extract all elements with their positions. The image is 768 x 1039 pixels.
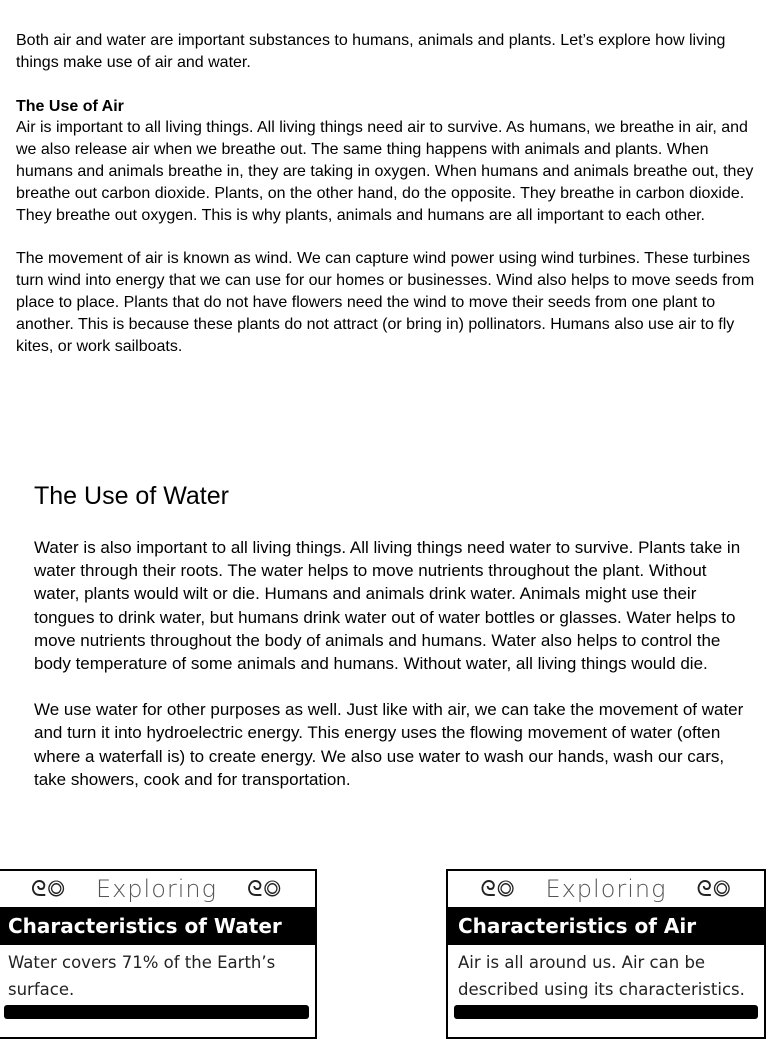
air-characteristics-card (446, 869, 766, 1039)
swirl-icon: ᘓ◎ (480, 876, 516, 902)
card-cutoff-banner (4, 1005, 309, 1019)
water-paragraph-2: We use water for other purposes as well. Just like with air, we can take the movement of water and turn it into hydroelectric energy. This energy uses the flowing movement of water (often where a waterfall is) to create energy. We also use water to wash our hands, wash our cars, take showers, cook and for transportation. (34, 700, 744, 789)
water-section (34, 478, 754, 791)
water-heading: The Use of Water (34, 482, 229, 510)
card-top (0, 871, 315, 907)
swirl-icon: ᘓ◎ (30, 876, 66, 902)
card-title: Characteristics of Air (448, 907, 764, 945)
card-description: Water covers 71% of the Earth’s surface. (8, 953, 276, 999)
swirl-icon: ᘓ◎ (247, 876, 283, 902)
air-paragraph-1: Air is important to all living things. All living things need air to survive. As humans, we breathe in air, and we also release air when we breathe out. The same thing happens with animals and plants. When humans and animals breathe in, they are taking in oxygen. When humans and animals breathe out, they breathe out carbon dioxide. Plants, on the other hand, do the opposite. They breathe in carbon dioxide. They breathe out oxygen. This is why plants, animals and humans are all important to each other. (16, 119, 754, 224)
swirl-icon: ᘓ◎ (696, 876, 732, 902)
air-heading: The Use of Air (16, 97, 124, 115)
intro-paragraph: Both air and water are important substances to humans, animals and plants. Let’s explore how living things make use of air and water. (16, 32, 726, 71)
card-top (448, 871, 764, 907)
card-top-label: Exploring (545, 875, 667, 903)
card-top-label: Exploring (95, 875, 218, 903)
card-cutoff-banner (454, 1005, 758, 1019)
air-paragraph-2: The movement of air is known as wind. We can capture wind power using wind turbines. These turbines turn wind into energy that we can use for our homes or businesses. Wind also helps to move seeds from place to place. Plants that do not have flowers need the wind to move their seeds from one plant to another. This is because these plants do not attract (or bring in) pollinators. Humans also use air to fly kites, or work sailboats. (16, 250, 755, 355)
card-description: Air is all around us. Air can be described using its characteristics. (458, 953, 745, 999)
water-characteristics-card (0, 869, 317, 1039)
water-paragraph-1: Water is also important to all living things. All living things need water to survive. Plants take in water through their roots. The water helps to move nutrients throughout the plant. Without water, plants would wilt or die. Humans and animals drink water. Animals might use their tongues to drink water, but humans drink water out of water bottles or glasses. Water helps to move nutrients throughout the body of animals and humans. Water also helps to control the body temperature of some animals and humans. Without water, all living things would die. (34, 538, 741, 674)
air-section (16, 30, 756, 357)
card-title: Characteristics of Water (0, 907, 315, 945)
